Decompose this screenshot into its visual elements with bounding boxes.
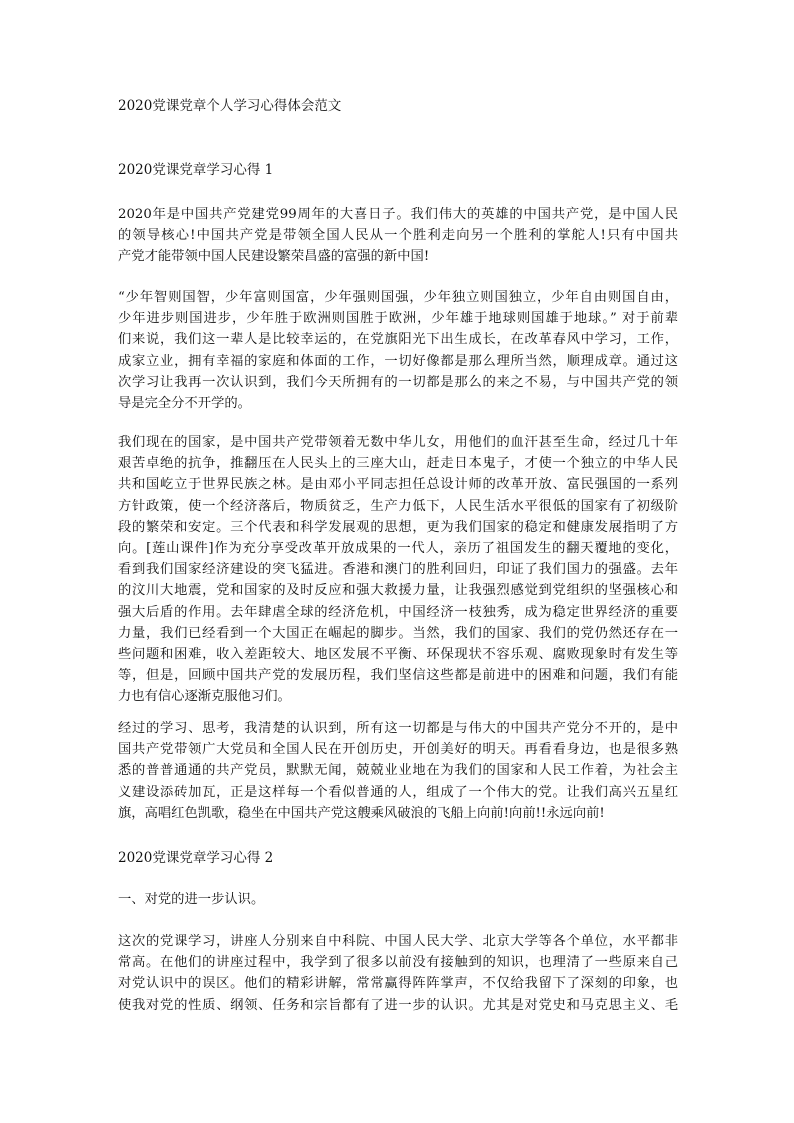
text-line: 常高。在他们的讲座过程中，我学到了很多以前没有接触到的知识，也理清了一些原来自己 [118, 955, 678, 971]
text-line: 这次的党课学习，讲座人分别来自中科院、中国人民大学、北京大学等各个单位，水平都非 [118, 934, 678, 949]
paragraph-1-3 [118, 432, 678, 707]
text-line: 经过的学习、思考，我清楚的认识到，所有这一切都是与伟大的中国共产党分不开的，是中 [118, 721, 678, 736]
text-line: 向。[莲山课件]作为充分享受改革开放成果的一代人，亲历了祖国发生的翻天覆地的变化， [118, 540, 678, 556]
text-line: 次学习让我再一次认识到，我们今天所拥有的一切都是那么的来之不易，与中国共产党的领 [118, 374, 678, 390]
paragraph-2-1 [118, 889, 678, 910]
text-line: 2020年是中国共产党建党99周年的大喜日子。我们伟大的英雄的中国共产党，是中国人民 [118, 207, 678, 222]
text-line: 等，但是，回顾中国共产党的发展历程，我们坚信这些都是前进中的困难和问题，我们有能 [118, 668, 678, 684]
paragraph-1-4 [118, 718, 678, 824]
paragraph-2-2 [118, 931, 678, 1016]
text-line: 使我对党的性质、纲领、任务和宗旨都有了进一步的认识。尤其是对党史和马克思主义、毛 [118, 997, 678, 1013]
text-line: 成家立业，拥有幸福的家庭和体面的工作，一切好像都是那么理所当然，顺理成章。通过这 [118, 353, 678, 369]
text-line: 艰苦卓绝的抗争，推翻压在人民头上的三座大山，赶走日本鬼子，才使一个独立的中华人民 [118, 456, 678, 472]
text-line: 旗，高唱红色凯歌，稳坐在中国共产党这艘乘风破浪的飞船上向前!向前!!永远向前! [118, 805, 605, 821]
section-heading-2: 2020党课党章学习心得 2 [118, 850, 274, 866]
text-line: 力也有信心逐渐克服他习们。 [118, 689, 291, 705]
text-line: 导是完全分不开学的。 [118, 395, 251, 411]
text-line: 力量，我们已经看到一个大国正在崛起的脚步。当然，我们的国家、我们的党仍然还存在一 [118, 625, 678, 641]
text-line: 看到我们国家经济建设的突飞猛进。香港和澳门的胜利回归，印证了我们国力的强盛。去年 [118, 562, 678, 578]
paragraph-1-2 [118, 287, 678, 414]
text-line: 一、对党的进一步认识。 [118, 892, 265, 907]
text-line: 国共产党带领广大党员和全国人民在开创历史，开创美好的明天。再看看身边，也是很多熟 [118, 742, 678, 758]
text-line: 少年进步则国进步，少年胜于欧洲则国胜于欧洲，少年雄于地球则国雄于地球。” 对于前辈 [118, 311, 678, 327]
text-line: 些问题和困难，收入差距较大、地区发展不平衡、环保现状不容乐观、腐败现象时有发生等 [118, 646, 678, 662]
section-heading-1: 2020党课党章学习心得 1 [118, 162, 274, 178]
paragraph-1-1 [118, 204, 678, 268]
document-title: 2020党课党章个人学习心得体会范文 [118, 98, 342, 114]
text-line: 产党才能带领中国人民建设繁荣昌盛的富强的新中国! [118, 249, 430, 265]
text-line: 段的繁荣和安定。三个代表和科学发展观的思想，更为我们国家的稳定和健康发展指明了方 [118, 519, 678, 535]
text-line: 们来说，我们这一辈人是比较幸运的，在党旗阳光下出生成长，在改革春风中学习，工作， [118, 332, 678, 348]
text-line: 的汶川大地震，党和国家的及时反应和强大救援力量，让我强烈感觉到党组织的坚强核心和 [118, 583, 678, 599]
text-line: 共和国屹立于世界民族之林。是由邓小平同志担任总设计师的改革开放、富民强国的一系列 [118, 477, 678, 493]
text-line: 义建设添砖加瓦，正是这样每一个看似普通的人，组成了一个伟大的党。让我们高兴五星红 [118, 784, 678, 800]
text-line: 我们现在的国家，是中国共产党带领着无数中华儿女，用他们的血汗甚至生命，经过几十年 [118, 435, 678, 450]
text-line: 悉的普普通通的共产党员，默默无闻，兢兢业业地在为我们的国家和人民工作着，为社会主 [118, 763, 678, 779]
text-line: “少年智则国智，少年富则国富，少年强则国强，少年独立则国独立，少年自由则国自由， [118, 290, 678, 305]
text-line: 的领导核心!中国共产党是带领全国人民从一个胜利走向另一个胜利的掌舵人!只有中国共 [118, 228, 678, 244]
text-line: 方针政策，使一个经济落后，物质贫乏，生产力低下，人民生活水平很低的国家有了初级阶 [118, 498, 678, 514]
text-line: 对党认识中的误区。他们的精彩讲解，常常赢得阵阵掌声，不仅给我留下了深刻的印象，也 [118, 976, 678, 992]
text-line: 强大后盾的作用。去年肆虐全球的经济危机，中国经济一枝独秀，成为稳定世界经济的重要 [118, 604, 678, 620]
